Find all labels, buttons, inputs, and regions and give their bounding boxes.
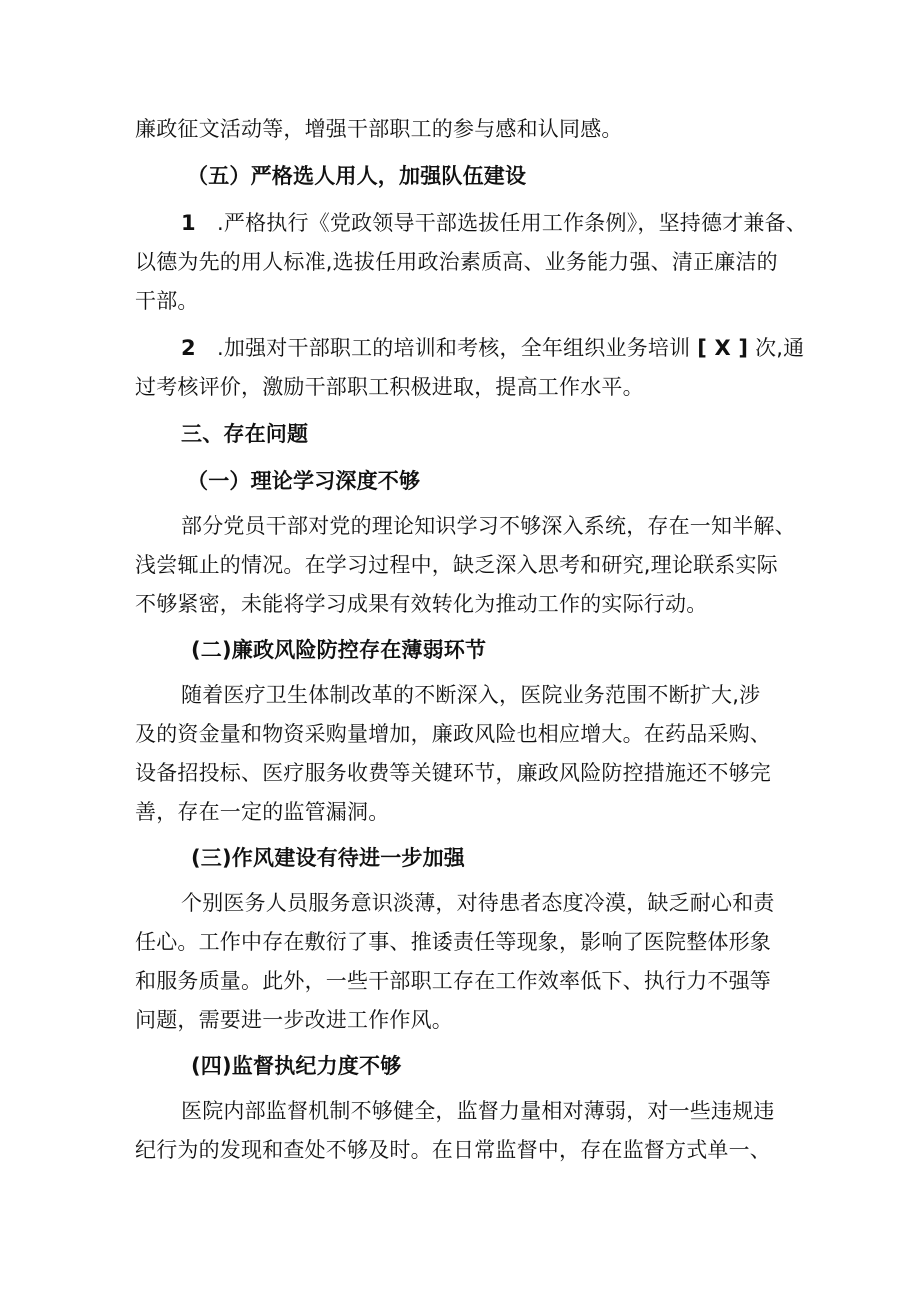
training-count-placeholder: [ X ]: [697, 336, 749, 360]
issue-1-line-3: 不够紧密，未能将学习成果有效转化为推动工作的实际行动。: [135, 592, 708, 616]
item-2-line-2: 过考核评价，激励干部职工积极进取，提高工作水平。: [135, 375, 644, 399]
item-1-line-2: 以德为先的用人标准,选拔任用政治素质高、业务能力强、清正廉洁的: [135, 250, 778, 274]
part-3-heading: 三、存在问题: [181, 422, 309, 446]
item-1-line-3: 干部。: [135, 289, 199, 313]
issue-2-line-2: 及的资金量和物资采购量增加，廉政风险也相应增大。在药品采购、: [135, 722, 771, 746]
issue-3-line-4: 问题，需要进一步改进工作作风。: [135, 1008, 453, 1032]
issue-2-line-3: 设备招投标、医疗服务收费等关键环节，廉政风险防控措施还不够完: [135, 761, 771, 785]
section-5-heading: （五）严格选人用人，加强队伍建设: [187, 164, 527, 188]
issue-1-heading: （一）理论学习深度不够: [187, 469, 421, 493]
item-1-line-1: [181, 208, 807, 238]
issue-1-line-1: 部分党员干部对党的理论知识学习不够深入系统，存在一知半解、: [181, 514, 796, 538]
issue-3-line-2: 任心。工作中存在敷衍了事、推诿责任等现象，影响了医院整体形象: [135, 930, 771, 954]
intro-tail-line: 廉政征文活动等，增强干部职工的参与感和认同感。: [135, 117, 623, 141]
issue-4-heading: (四)监督执纪力度不够: [191, 1054, 402, 1078]
item-1-text: .严格执行《党政领导干部选拔任用工作条例》，坚持德才兼备、: [217, 211, 807, 235]
item-2-text-pre: .加强对干部职工的培训和考核，全年组织业务培训: [217, 336, 691, 360]
issue-3-line-1: 个别医务人员服务意识淡薄，对待患者态度冷漠，缺乏耐心和责: [181, 891, 775, 915]
issue-2-heading: (二)廉政风险防控存在薄弱环节: [191, 638, 487, 662]
issue-3-line-3: 和服务质量。此外，一些干部职工存在工作效率低下、执行力不强等: [135, 969, 771, 993]
item-1-number: 1: [181, 211, 196, 235]
item-2-number: 2: [181, 336, 196, 360]
issue-2-line-1: 随着医疗卫生体制改革的不断深入，医院业务范围不断扩大,涉: [181, 683, 761, 707]
issue-4-line-1: 医院内部监督机制不够健全，监督力量相对薄弱，对一些违规违: [181, 1099, 775, 1123]
issue-3-heading: (三)作风建设有待进一步加强: [191, 846, 465, 870]
issue-2-line-4: 善，存在一定的监管漏洞。: [135, 800, 390, 824]
issue-4-line-2: 纪行为的发现和查处不够及时。在日常监督中，存在监督方式单一、: [135, 1138, 771, 1162]
item-2-text-post: 次,通: [755, 336, 805, 360]
issue-1-line-2: 浅尝辄止的情况。在学习过程中，缺乏深入思考和研究,理论联系实际: [135, 553, 778, 577]
item-2-line-1: [181, 333, 804, 363]
